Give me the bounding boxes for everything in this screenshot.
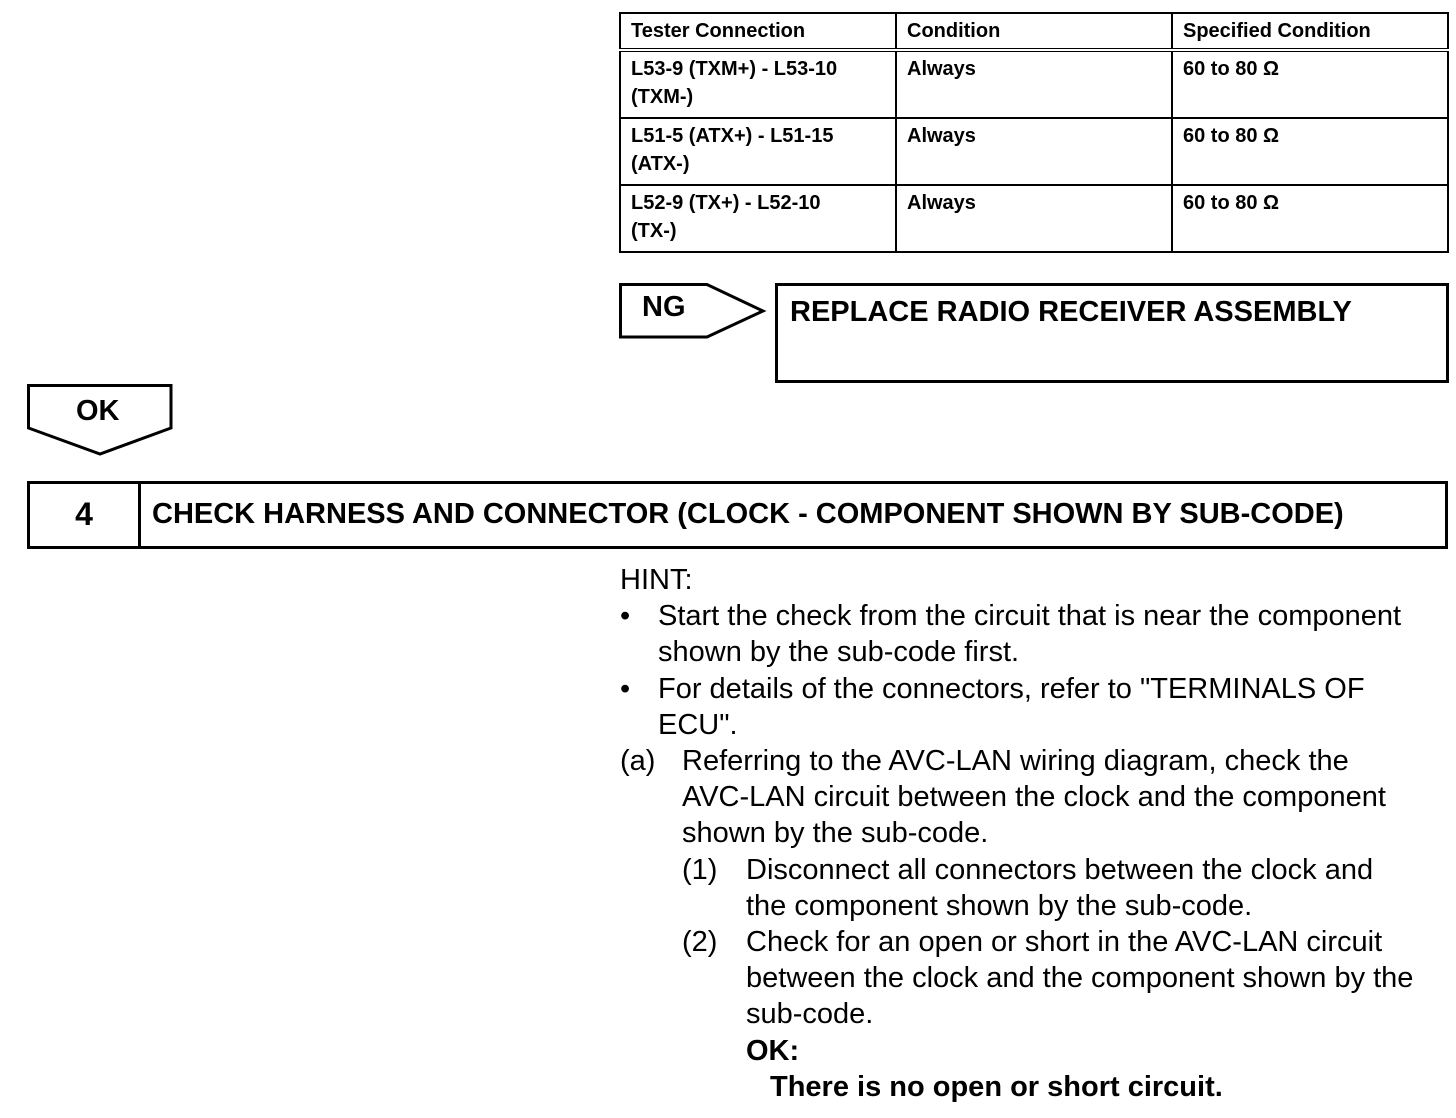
hint-bullet xyxy=(620,671,1450,743)
tester-connection-cell xyxy=(620,50,896,118)
step-title: CHECK HARNESS AND CONNECTOR (CLOCK - COMPONENT SHOWN BY SUB-CODE) xyxy=(152,498,1344,530)
specified-condition-cell: 60 to 80 Ω xyxy=(1172,118,1448,185)
step-line: AVC-LAN circuit between the clock and the component xyxy=(682,781,1386,814)
table-row xyxy=(620,50,1448,118)
specified-condition-cell: 60 to 80 Ω xyxy=(1172,50,1448,118)
tester-connection-line1: L53-9 (TXM+) - L53-10 xyxy=(631,58,838,80)
substep-marker: (1) xyxy=(682,853,718,886)
header-condition: Condition xyxy=(896,13,1172,50)
substep-line: Disconnect all connectors between the clock and xyxy=(746,853,1374,886)
tester-connection-line2: (TXM-) xyxy=(631,86,694,108)
table-row xyxy=(620,118,1448,185)
specified-condition-cell: 60 to 80 Ω xyxy=(1172,185,1448,252)
ok-label: OK xyxy=(76,395,120,427)
tester-connection-cell xyxy=(620,185,896,252)
spec-table xyxy=(619,12,1449,253)
step-line: shown by the sub-code. xyxy=(682,817,989,850)
replace-action-box xyxy=(775,283,1449,383)
procedure-text xyxy=(620,562,1450,1105)
step-header xyxy=(27,481,1448,549)
bullet-line: Start the check from the circuit that is near the component xyxy=(658,600,1402,633)
step-marker: (a) xyxy=(620,745,656,778)
tester-connection-cell xyxy=(620,118,896,185)
table-header-row xyxy=(620,13,1448,50)
step-line: Referring to the AVC-LAN wiring diagram, check the xyxy=(682,745,1349,778)
hint-bullet xyxy=(620,598,1450,670)
ok-result-title: OK: xyxy=(746,1034,800,1067)
procedure-step-a xyxy=(620,743,1450,852)
condition-cell: Always xyxy=(896,118,1172,185)
ng-label: NG xyxy=(642,291,686,323)
bullet-marker: • xyxy=(620,600,631,633)
table-row xyxy=(620,185,1448,252)
substep-marker: (2) xyxy=(682,926,718,959)
ok-result-text: There is no open or short circuit. xyxy=(770,1070,1223,1103)
condition-cell: Always xyxy=(896,50,1172,118)
step-number: 4 xyxy=(30,484,141,546)
substep-line: between the clock and the component shown by the xyxy=(746,962,1414,995)
substep-line: sub-code. xyxy=(746,998,874,1031)
hint-title: HINT: xyxy=(620,564,693,596)
substep-line: the component shown by the sub-code. xyxy=(746,889,1253,922)
substep-line: Check for an open or short in the AVC-LAN circuit xyxy=(746,926,1383,959)
header-specified-condition: Specified Condition xyxy=(1172,13,1448,50)
procedure-substep-1 xyxy=(620,852,1450,924)
procedure-substep-2 xyxy=(620,924,1450,1033)
tester-connection-line1: L52-9 (TX+) - L52-10 xyxy=(631,192,821,214)
tester-connection-line1: L51-5 (ATX+) - L51-15 xyxy=(631,125,834,147)
bullet-line: shown by the sub-code first. xyxy=(658,636,1020,669)
condition-cell: Always xyxy=(896,185,1172,252)
header-tester-connection: Tester Connection xyxy=(620,13,896,50)
bullet-line: For details of the connectors, refer to "TERMINALS OF xyxy=(658,672,1365,705)
tester-connection-line2: (ATX-) xyxy=(631,153,690,175)
replace-action-text: REPLACE RADIO RECEIVER ASSEMBLY xyxy=(790,296,1352,328)
bullet-line: ECU". xyxy=(658,708,738,741)
bullet-marker: • xyxy=(620,672,631,705)
tester-connection-line2: (TX-) xyxy=(631,220,677,242)
